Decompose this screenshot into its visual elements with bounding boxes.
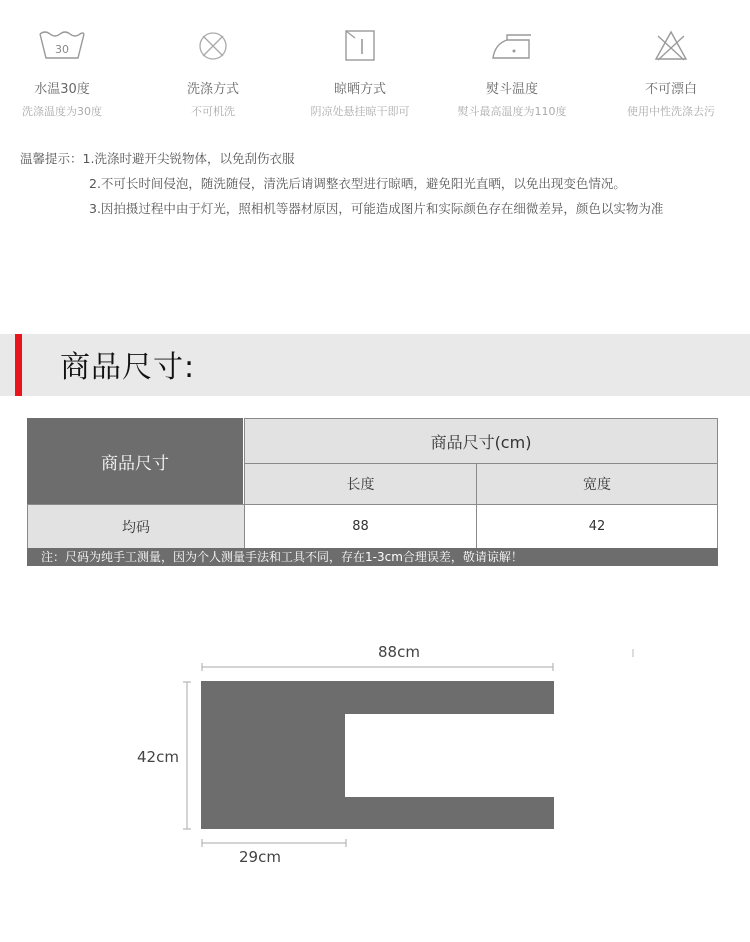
table-note: 注：尺码为纯手工测量，因为个人测量手法和工具不同，存在1-3cm合理误差，敬请谅解！ [27, 548, 718, 566]
height-label: 42cm [137, 748, 179, 766]
care-sub: 洗涤温度为30度 [22, 105, 102, 118]
care-sub: 阴凉处悬挂晾干即可 [310, 105, 410, 118]
table-col-width: 宽度 [476, 463, 718, 505]
care-title: 不可漂白 [644, 82, 697, 97]
section-header [0, 334, 750, 396]
section-title: 商品尺寸: [60, 350, 196, 385]
care-item-wash-temp [0, 28, 137, 119]
section-accent-bar [15, 334, 22, 396]
dimension-svg [0, 630, 750, 880]
tip-line-2: 2.不可长时间侵泡，随洗随侵，清洗后请调整衣型进行晾晒，避免阳光直晒，以免出现变色情况。 [89, 176, 626, 191]
care-item-wash-method [138, 28, 288, 119]
length-label: 88cm [378, 643, 420, 661]
tips-label: 温馨提示： [20, 151, 83, 166]
care-title: 晾晒方式 [333, 82, 386, 97]
table-row-label: 均码 [27, 504, 245, 549]
care-title: 洗涤方式 [186, 82, 239, 97]
care-item-dry-method [285, 28, 435, 119]
care-sub: 不可机洗 [191, 105, 235, 118]
tip-line-1: 温馨提示：1.洗涤时避开尖锐物体，以免刮伤衣服 [20, 151, 295, 166]
size-table [27, 418, 718, 566]
svg-text:30: 30 [55, 43, 69, 56]
no-machine-wash-icon [188, 28, 238, 64]
no-bleach-icon [646, 28, 696, 64]
care-tips [20, 146, 663, 221]
table-cell-length: 88 [244, 504, 477, 549]
care-item-bleach [596, 28, 746, 119]
table-cell-width: 42 [476, 504, 718, 549]
table-group-header: 商品尺寸(cm) [244, 418, 718, 464]
wash-30-icon [37, 28, 87, 64]
table-corner-cell: 商品尺寸 [27, 418, 244, 505]
care-sub: 使用中性洗涤去污 [627, 105, 715, 118]
hang-dry-icon [335, 28, 385, 64]
care-sub: 熨斗最高温度为110度 [457, 105, 567, 118]
iron-icon [487, 28, 537, 64]
table-col-length: 长度 [244, 463, 477, 505]
care-title: 熨斗温度 [485, 82, 538, 97]
care-title: 水温30度 [34, 82, 90, 97]
tail-label: 29cm [239, 848, 281, 866]
garment-shape [201, 681, 554, 829]
dimension-diagram [0, 630, 750, 880]
care-instructions [0, 28, 750, 138]
care-item-iron-temp [437, 28, 587, 119]
tip-line-3: 3.因拍摄过程中由于灯光，照相机等器材原因，可能造成图片和实际颜色存在细微差异，颜色以实物为准 [89, 201, 664, 216]
